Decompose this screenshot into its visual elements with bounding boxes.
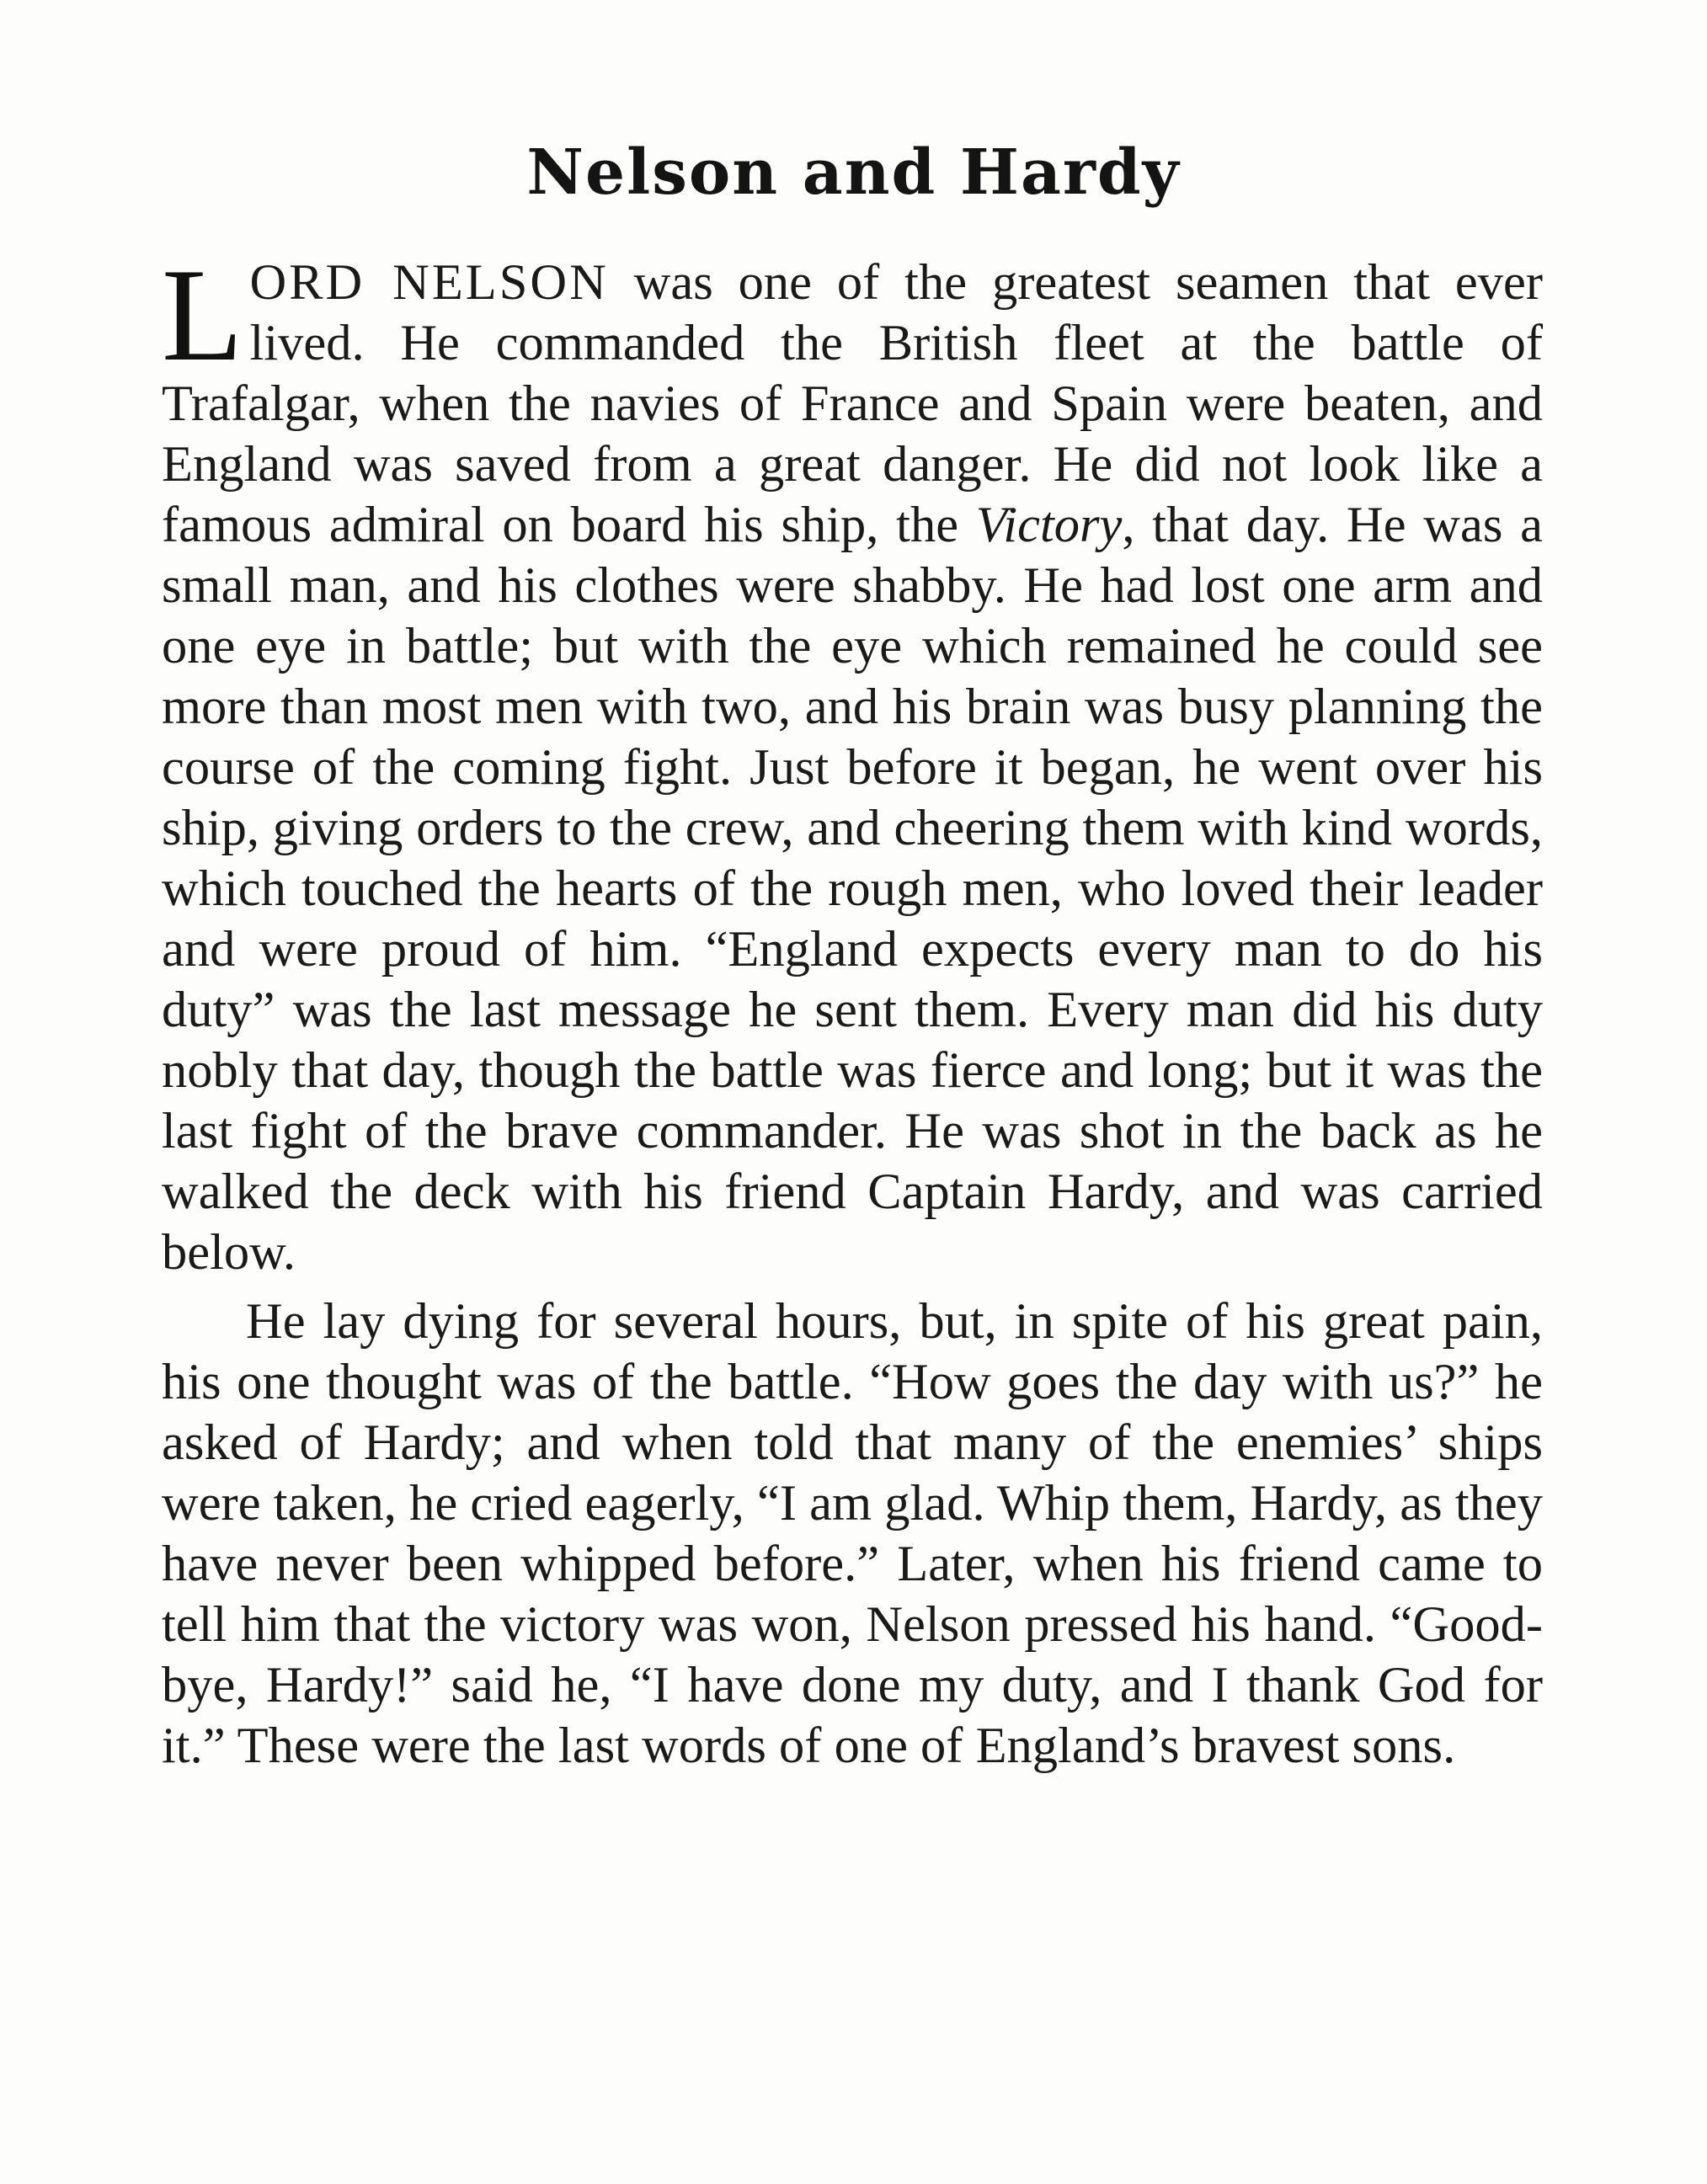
ship-name: Victory xyxy=(975,497,1123,553)
opening-small-caps: ORD NELSON xyxy=(249,254,609,311)
drop-cap: L xyxy=(162,242,243,389)
paragraph-1-text-a: was one of the greatest seamen that ever lived. He commanded the British fleet at the battle of Trafalgar, when the navies of France and Spain were beaten, and England was saved from a great danger. He did not look like a famous admiral on board his ship, the xyxy=(162,254,1543,553)
paragraph-2: He lay dying for several hours, but, in spite of his great pain, his one thought was of the battle. “How goes the day with us?” he asked of Hardy; and when told that many of the enemies’ ships were taken, he cried eagerly, “I am glad. Whip them, Hardy, as they have never been whipped before.” Later, when his friend came to tell him that the victory was won, Nelson pressed his hand. “Good-bye, Hardy!” said he, “I have done my duty, and I thank God for it.” These were the last words of one of England’s bravest sons. xyxy=(162,1293,1543,1774)
paragraph-1 xyxy=(162,242,1543,1283)
paragraph-1-text-b: , that day. He was a small man, and his clothes were shabby. He had lost one arm and one eye in battle; but with the eye which remained he could see more than most men with two, and his brain was busy planning the course of the coming fight. Just before it began, he went over his ship, giving orders to the crew, and cheering them with kind words, which touched the hearts of the rough men, who loved their leader and were proud of him. “England expects every man to do his duty” was the last message he sent them. Every man did his duty nobly that day, though the battle was fierce and long; but it was the last fight of the brave commander. He was shot in the back as he walked the deck with his friend Captain Hardy, and was carried below. xyxy=(162,497,1543,1281)
story-body xyxy=(162,242,1543,1776)
page-title: Nelson and Hardy xyxy=(526,136,1181,209)
